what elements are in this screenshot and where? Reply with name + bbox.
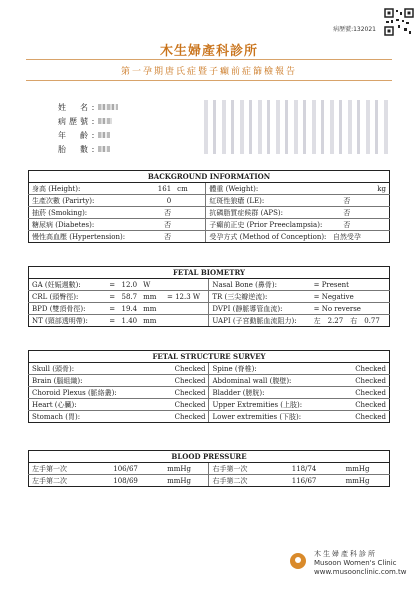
row-label: 慢性高血壓 (Hypertension): [29, 231, 133, 243]
row-unit: mm [140, 303, 164, 315]
row-value: 否 [329, 219, 364, 231]
row-label: Choroid Plexus (脈絡叢): [29, 387, 159, 399]
row-unit [174, 195, 206, 207]
row-label: GA (妊娠週數): [29, 279, 107, 291]
row-label: Lower extremities (下肢): [209, 411, 339, 423]
row-value: 否 [329, 195, 364, 207]
row-unit: mmHg [343, 475, 390, 487]
background-table [28, 170, 390, 243]
row-label: Upper Extremities (上肢): [209, 399, 339, 411]
row-label: Abdominal wall (腹壁): [209, 375, 339, 387]
record-number: 病歷號:132021 [333, 26, 376, 33]
row-label: Brain (腦組織): [29, 375, 159, 387]
redacted-name [98, 104, 118, 110]
table-row [29, 475, 390, 487]
redacted-fetus [98, 146, 110, 152]
row-value: 否 [132, 219, 174, 231]
row-label: 紅斑性狼瘡 (LE): [206, 195, 330, 207]
table-row [29, 411, 390, 423]
row-value: 左 2.27 右 0.77 [311, 315, 390, 327]
redacted-patient-details [204, 100, 388, 154]
row-extra [164, 315, 209, 327]
clinic-footer [314, 550, 407, 577]
row-label: UAPI (子宮動脈血流阻力): [209, 315, 311, 327]
footer-url: www.musoonclinic.com.tw [314, 568, 407, 576]
table-row [29, 387, 390, 399]
row-value: 12.0 [118, 279, 140, 291]
table-row [29, 231, 390, 243]
row-unit [364, 231, 389, 243]
row-unit [364, 219, 389, 231]
table-row [29, 219, 390, 231]
biometry-table [28, 266, 390, 327]
row-value: 自然受孕 [329, 231, 364, 243]
fetus-count-label: 胎 數 [58, 144, 88, 154]
row-extra: = 12.3 W [164, 291, 209, 303]
record-label: 病歷號 [58, 116, 88, 126]
row-label: 左手第一次 [29, 463, 111, 475]
row-unit: kg [364, 183, 389, 195]
row-value: 58.7 [118, 291, 140, 303]
table-row [29, 183, 390, 195]
equals-sign: = [106, 279, 118, 291]
row-value: Checked [339, 387, 390, 399]
table-row [29, 195, 390, 207]
age-label: 年 齡 [58, 130, 88, 140]
row-label: TR (三尖瓣逆流): [209, 291, 311, 303]
row-value: Checked [158, 411, 209, 423]
row-label: Bladder (膀胱): [209, 387, 339, 399]
row-unit [364, 195, 389, 207]
row-unit: cm [174, 183, 206, 195]
table-row [29, 363, 390, 375]
row-label: 左手第二次 [29, 475, 111, 487]
section-title: FETAL STRUCTURE SURVEY [29, 351, 390, 363]
clinic-name: 木生婦產科診所 [159, 44, 258, 59]
footer-clinic-name-en: Musoon Women's Clinic [314, 559, 397, 567]
redacted-record [98, 118, 112, 124]
row-label: Heart (心臟): [29, 399, 159, 411]
row-value: Checked [158, 363, 209, 375]
row-label: 右手第二次 [209, 475, 289, 487]
equals-sign: = [106, 315, 118, 327]
row-value: = No reverse [311, 303, 390, 315]
row-value: 0 [132, 195, 174, 207]
title-divider [26, 80, 392, 81]
row-label: CRL (頭臀徑): [29, 291, 107, 303]
row-value: 116/67 [289, 475, 343, 487]
row-value: = Negative [311, 291, 390, 303]
section-title: BACKGROUND INFORMATION [29, 171, 390, 183]
table-row [29, 279, 390, 291]
row-unit [364, 207, 389, 219]
row-label: 抽菸 (Smoking): [29, 207, 133, 219]
colon: : [91, 144, 95, 154]
row-label: 子癲前正史 (Prior Preeclampsia): [206, 219, 330, 231]
patient-name-row [58, 100, 118, 114]
colon: : [91, 116, 95, 126]
colon: : [91, 130, 95, 140]
section-title: BLOOD PRESSURE [29, 451, 390, 463]
row-value: Checked [339, 411, 390, 423]
row-value: 否 [132, 207, 174, 219]
row-unit: mm [140, 315, 164, 327]
row-label: 身高 (Height): [29, 183, 133, 195]
footer-clinic-name: 木生婦產科診所 [314, 550, 377, 558]
patient-record-row [58, 114, 118, 128]
row-value: 161 [132, 183, 174, 195]
patient-age-row [58, 128, 118, 142]
row-value: Checked [158, 375, 209, 387]
redacted-age [98, 132, 110, 138]
row-value: Checked [339, 363, 390, 375]
row-label: DVPI (靜脈導管血流): [209, 303, 311, 315]
row-label: 抗磷脂質症候群 (APS): [206, 207, 330, 219]
report-title: 第一孕期唐氏症暨子癲前症篩檢報告 [120, 67, 297, 77]
row-unit [174, 207, 206, 219]
colon: : [91, 102, 95, 112]
row-label: 糖尿病 (Diabetes): [29, 219, 133, 231]
blood-pressure-table [28, 450, 390, 487]
equals-sign: = [106, 291, 118, 303]
qr-code-icon [384, 8, 414, 36]
equals-sign: = [106, 303, 118, 315]
row-label: NT (頸部透明帶): [29, 315, 107, 327]
row-value: Checked [339, 375, 390, 387]
row-label: 右手第一次 [209, 463, 289, 475]
clinic-logo-icon [290, 553, 306, 569]
row-extra [164, 303, 209, 315]
row-label: 體重 (Weight): [206, 183, 330, 195]
row-unit: mm [140, 291, 164, 303]
structure-table [28, 350, 390, 423]
table-row [29, 291, 390, 303]
row-label: 受孕方式 (Method of Conception): [206, 231, 330, 243]
row-label: BPD (雙頂骨徑): [29, 303, 107, 315]
section-title: FETAL BIOMETRY [29, 267, 390, 279]
table-row [29, 207, 390, 219]
row-value: = Present [311, 279, 390, 291]
row-unit [174, 231, 206, 243]
table-row [29, 303, 390, 315]
row-label: Spine (脊椎): [209, 363, 339, 375]
patient-name-label: 姓 名 [58, 102, 88, 112]
row-value: 108/69 [110, 475, 164, 487]
row-value: 118/74 [289, 463, 343, 475]
row-label: 生產次數 (Parirty): [29, 195, 133, 207]
row-unit: W [140, 279, 164, 291]
title-divider [26, 59, 392, 60]
table-row [29, 399, 390, 411]
row-label: Skull (頭骨): [29, 363, 159, 375]
patient-info [58, 100, 118, 156]
row-unit: mmHg [164, 463, 209, 475]
row-label: Nasal Bone (鼻骨): [209, 279, 311, 291]
row-value: Checked [158, 387, 209, 399]
row-value: Checked [339, 399, 390, 411]
row-unit [174, 219, 206, 231]
row-value: 106/67 [110, 463, 164, 475]
row-label: Stomach (胃): [29, 411, 159, 423]
table-row [29, 463, 390, 475]
patient-fetus-row [58, 142, 118, 156]
table-row [29, 315, 390, 327]
table-row [29, 375, 390, 387]
row-value [329, 183, 364, 195]
row-unit: mmHg [164, 475, 209, 487]
row-value: Checked [158, 399, 209, 411]
row-value: 1.40 [118, 315, 140, 327]
row-unit: mmHg [343, 463, 390, 475]
row-value: 否 [132, 231, 174, 243]
row-value: 19.4 [118, 303, 140, 315]
row-extra [164, 279, 209, 291]
row-value: 否 [329, 207, 364, 219]
